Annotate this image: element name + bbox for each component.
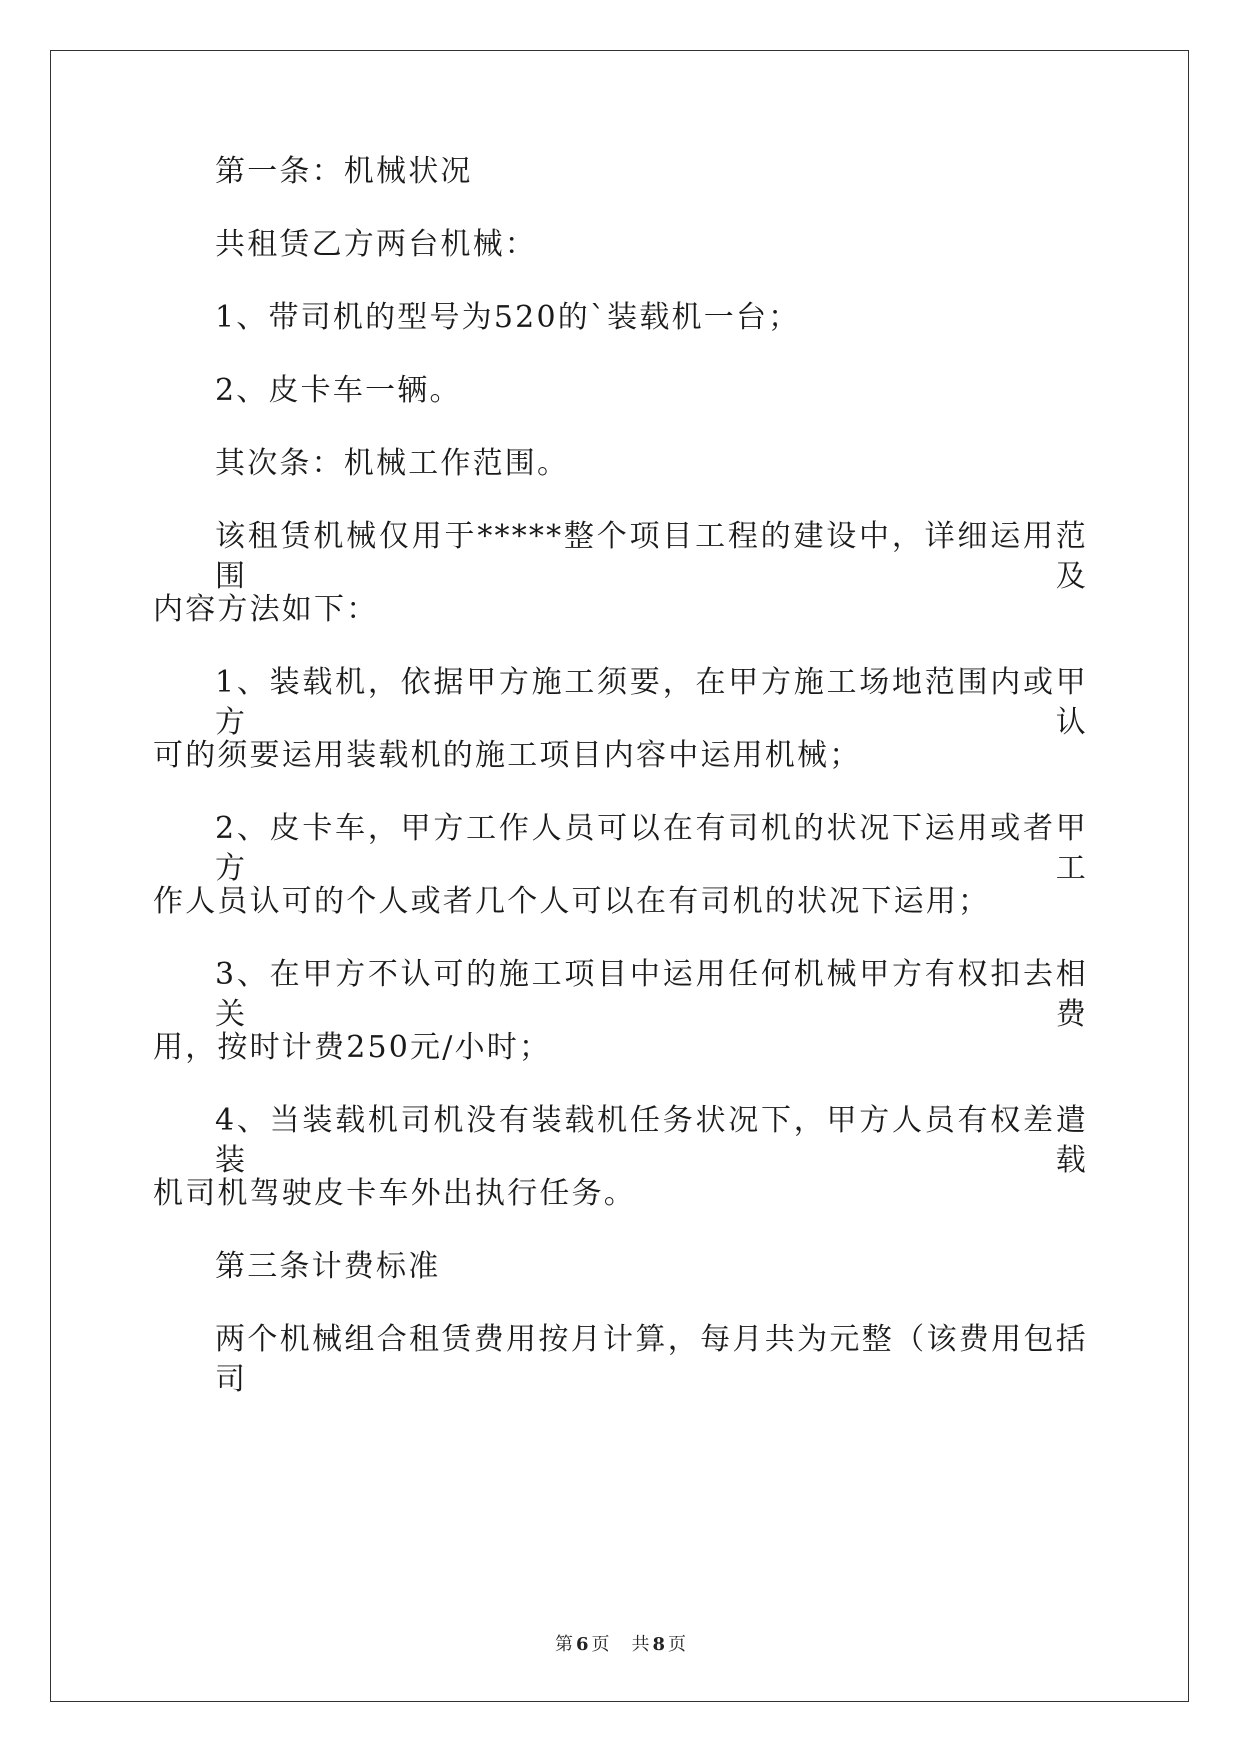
paragraph-line: 2、皮卡车，甲方工作人员可以在有司机的状况下运用或者甲方工	[215, 811, 1088, 886]
list-item: 2、皮卡车一辆。	[215, 373, 462, 408]
total-page-number: 8	[652, 1634, 666, 1655]
total-suffix: 页	[668, 1634, 687, 1655]
paragraph-line: 机司机驾驶皮卡车外出执行任务。	[153, 1176, 636, 1211]
current-page-number: 6	[575, 1634, 589, 1655]
paragraph-line: 作人员认可的个人或者几个人可以在有司机的状况下运用；	[153, 884, 991, 919]
paragraph-line: 内容方法如下：	[153, 592, 379, 627]
page-prefix: 第	[554, 1634, 573, 1655]
article-1-heading: 第一条：机械状况	[215, 154, 473, 189]
paragraph-line: 4、当装载机司机没有装载机任务状况下，甲方人员有权差遣装载	[215, 1103, 1088, 1178]
paragraph-line: 可的须要运用装载机的施工项目内容中运用机械；	[153, 738, 862, 773]
paragraph-line: 3、在甲方不认可的施工项目中运用任何机械甲方有权扣去相关费	[215, 957, 1088, 1032]
paragraph: 共租赁乙方两台机械：	[215, 227, 537, 262]
list-item: 1、带司机的型号为520的`装载机一台；	[215, 300, 801, 335]
paragraph-line: 两个机械组合租赁费用按月计算，每月共为元整（该费用包括司	[215, 1322, 1088, 1397]
page-suffix: 页	[591, 1634, 610, 1655]
paragraph-line: 用，按时计费250元/小时；	[153, 1030, 552, 1065]
page-footer	[0, 1630, 1241, 1656]
article-2-heading: 其次条：机械工作范围。	[215, 446, 570, 481]
article-3-heading: 第三条计费标准	[215, 1249, 441, 1284]
total-prefix: 共	[631, 1634, 650, 1655]
paragraph-line: 该租赁机械仅用于*****整个项目工程的建设中，详细运用范围及	[215, 519, 1088, 594]
paragraph-line: 1、装载机，依据甲方施工须要，在甲方施工场地范围内或甲方认	[215, 665, 1088, 740]
